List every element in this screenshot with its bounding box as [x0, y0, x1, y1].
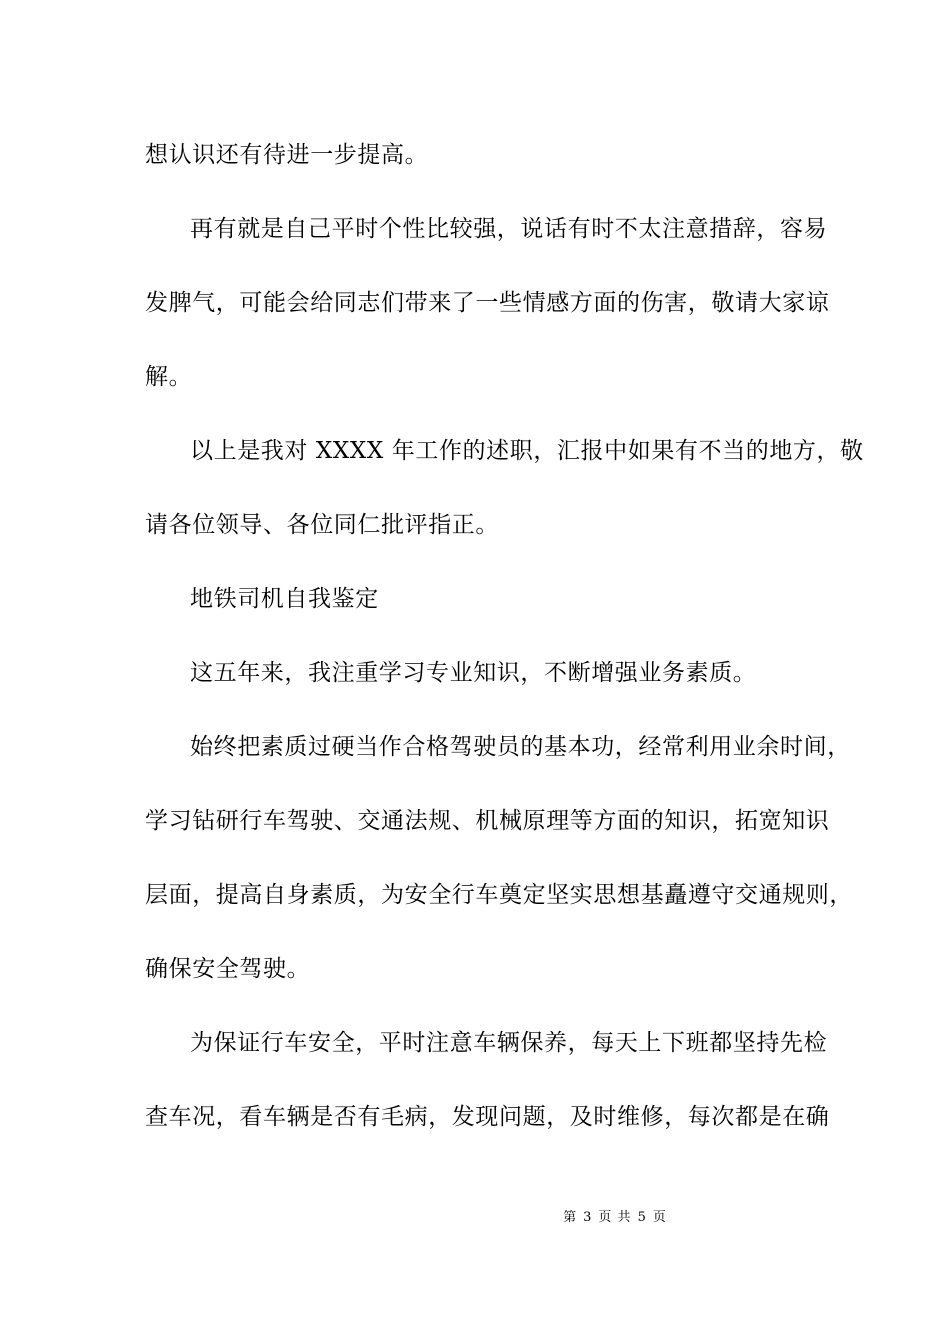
page-footer	[0, 1208, 950, 1228]
text-line: 发脾气，可能会给同志们带来了一些情感方面的伤害，敬请大家谅	[145, 290, 830, 316]
text-line: 再有就是自己平时个性比较强，说话有时不太注意措辞，容易	[190, 216, 828, 242]
footer-current-page: 3	[583, 1210, 593, 1225]
footer-suffix: 页	[652, 1210, 667, 1225]
section-heading: 地铁司机自我鉴定	[190, 586, 379, 612]
text-line: 始终把素质过硬当作合格驾驶员的基本功，经常利用业余时间，	[190, 734, 851, 760]
text-line: 为保证行车安全，平时注意车辆保养，每天上下班都坚持先检	[190, 1030, 828, 1056]
footer-total-pages: 5	[637, 1210, 647, 1225]
text-line: 确保安全驾驶。	[145, 956, 311, 982]
text-line: 层面，提高自身素质，为安全行车奠定坚实思想基矗遵守交通规则，	[145, 882, 853, 908]
text-line: 想认识还有待进一步提高。	[145, 142, 429, 168]
footer-middle: 页 共	[598, 1210, 632, 1225]
text-line: 以上是我对 XXXX 年工作的述职，汇报中如果有不当的地方，敬	[190, 438, 864, 464]
text-line: 查车况，看车辆是否有毛病，发现问题，及时维修，每次都是在确	[145, 1104, 830, 1130]
text-line: 解。	[145, 364, 193, 390]
footer-prefix: 第	[563, 1210, 578, 1225]
text-line: 学习钻研行车驾驶、交通法规、机械原理等方面的知识，拓宽知识	[145, 808, 830, 834]
text-line: 这五年来，我注重学习专业知识，不断增强业务素质。	[190, 660, 757, 686]
text-line: 请各位领导、各位同仁批评指正。	[145, 512, 499, 538]
